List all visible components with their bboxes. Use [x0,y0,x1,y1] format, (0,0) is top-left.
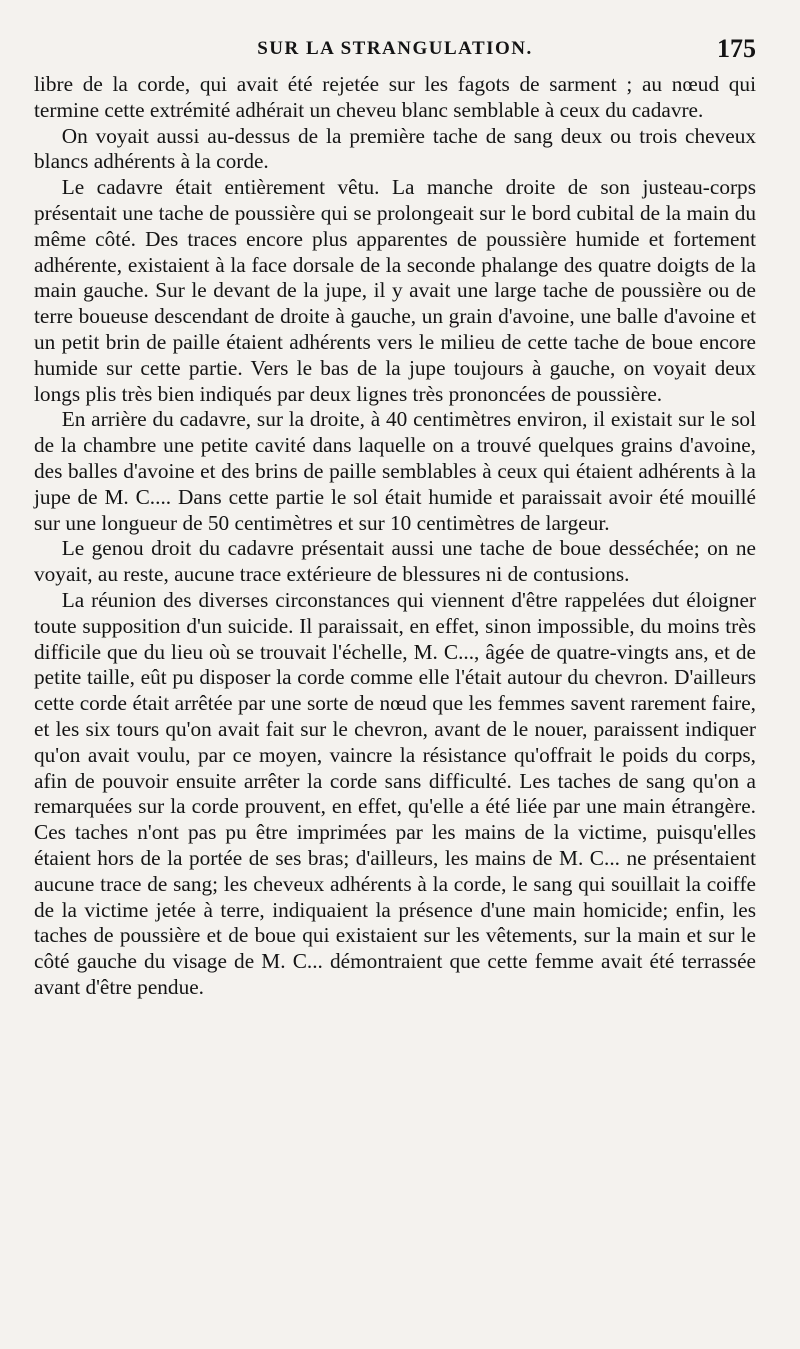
page-number: 175 [717,34,756,63]
paragraph-3: Le cadavre était entièrement vêtu. La manche droite de son justeau-corps présentait une tache de poussière qui se prolongeait sur le bord cubital de la main du même côté. Des traces encore plus apparentes de poussière humide et fortement adhérente, existaient à la face dorsale de la seconde phalange des quatre doigts de la main gauche. Sur le devant de la jupe, il y avait une large tache de poussière ou de terre boueuse descendant de droite à gauche, un grain d'avoine, une balle d'avoine et un petit brin de paille étaient adhérents vers le milieu de cette tache de boue encore humide sur cette partie. Vers le bas de la jupe toujours à gauche, on voyait deux longs plis très bien indiqués par deux lignes très prononcées de poussière. [34,175,756,406]
paragraph-6: La réunion des diverses circonstances qui viennent d'être rappelées dut éloigner toute supposition d'un suicide. Il paraissait, en effet, sinon impossible, du moins très difficile que du lieu où se trouvait l'échelle, M. C..., âgée de quatre-vingts ans, et de petite taille, eût pu disposer la corde comme elle l'était autour du chevron. D'ailleurs cette corde était arrêtée par une sorte de nœud que les femmes savent rarement faire, et les six tours qu'on avait fait sur le chevron, avant de le nouer, paraissent indiquer qu'on avait voulu, par ce moyen, vaincre la résistance qu'offrait le poids du corps, afin de pouvoir ensuite arrêter la corde sans difficulté. Les taches de sang qu'on a remarquées sur la corde prouvent, en effet, qu'elle a été liée par une main étrangère. Ces taches n'ont pas pu être imprimées par les mains de la victime, puisqu'elles étaient hors de la portée de ses bras; d'ailleurs, les mains de M. C... ne présentaient aucune trace de sang; les cheveux adhérents à la corde, le sang qui souillait la coiffe de la victime jetée à terre, indiquaient la présence d'une main homicide; enfin, les taches de poussière et de boue qui existaient sur les vêtements, sur la main et sur le côté gauche du visage de M. C... démontraient que cette femme avait été terrassée avant d'être pendue. [34,587,756,999]
running-title: SUR LA STRANGULATION. [257,38,533,59]
text-body [34,72,756,1001]
running-head [34,28,756,68]
paragraph-2: On voyait aussi au-dessus de la première tache de sang deux ou trois cheveux blancs adhérents à la corde. [34,123,756,174]
paragraph-1: libre de la corde, qui avait été rejetée sur les fagots de sarment ; au nœud qui termine cette extrémité adhérait un cheveu blanc semblable à ceux du cadavre. [34,72,756,122]
paragraph-4: En arrière du cadavre, sur la droite, à 40 centimètres environ, il existait sur le sol de la chambre une petite cavité dans laquelle on a trouvé quelques grains d'avoine, des balles d'avoine et des brins de paille semblables à ceux qui étaient adhérents à la jupe de M. C.... Dans cette partie le sol était humide et paraissait avoir été mouillé sur une longueur de 50 centimètres et sur 10 centimètres de largeur. [34,407,756,535]
paragraph-5: Le genou droit du cadavre présentait aussi une tache de boue desséchée; on ne voyait, au reste, aucune trace extérieure de blessures ni de contusions. [34,536,756,587]
